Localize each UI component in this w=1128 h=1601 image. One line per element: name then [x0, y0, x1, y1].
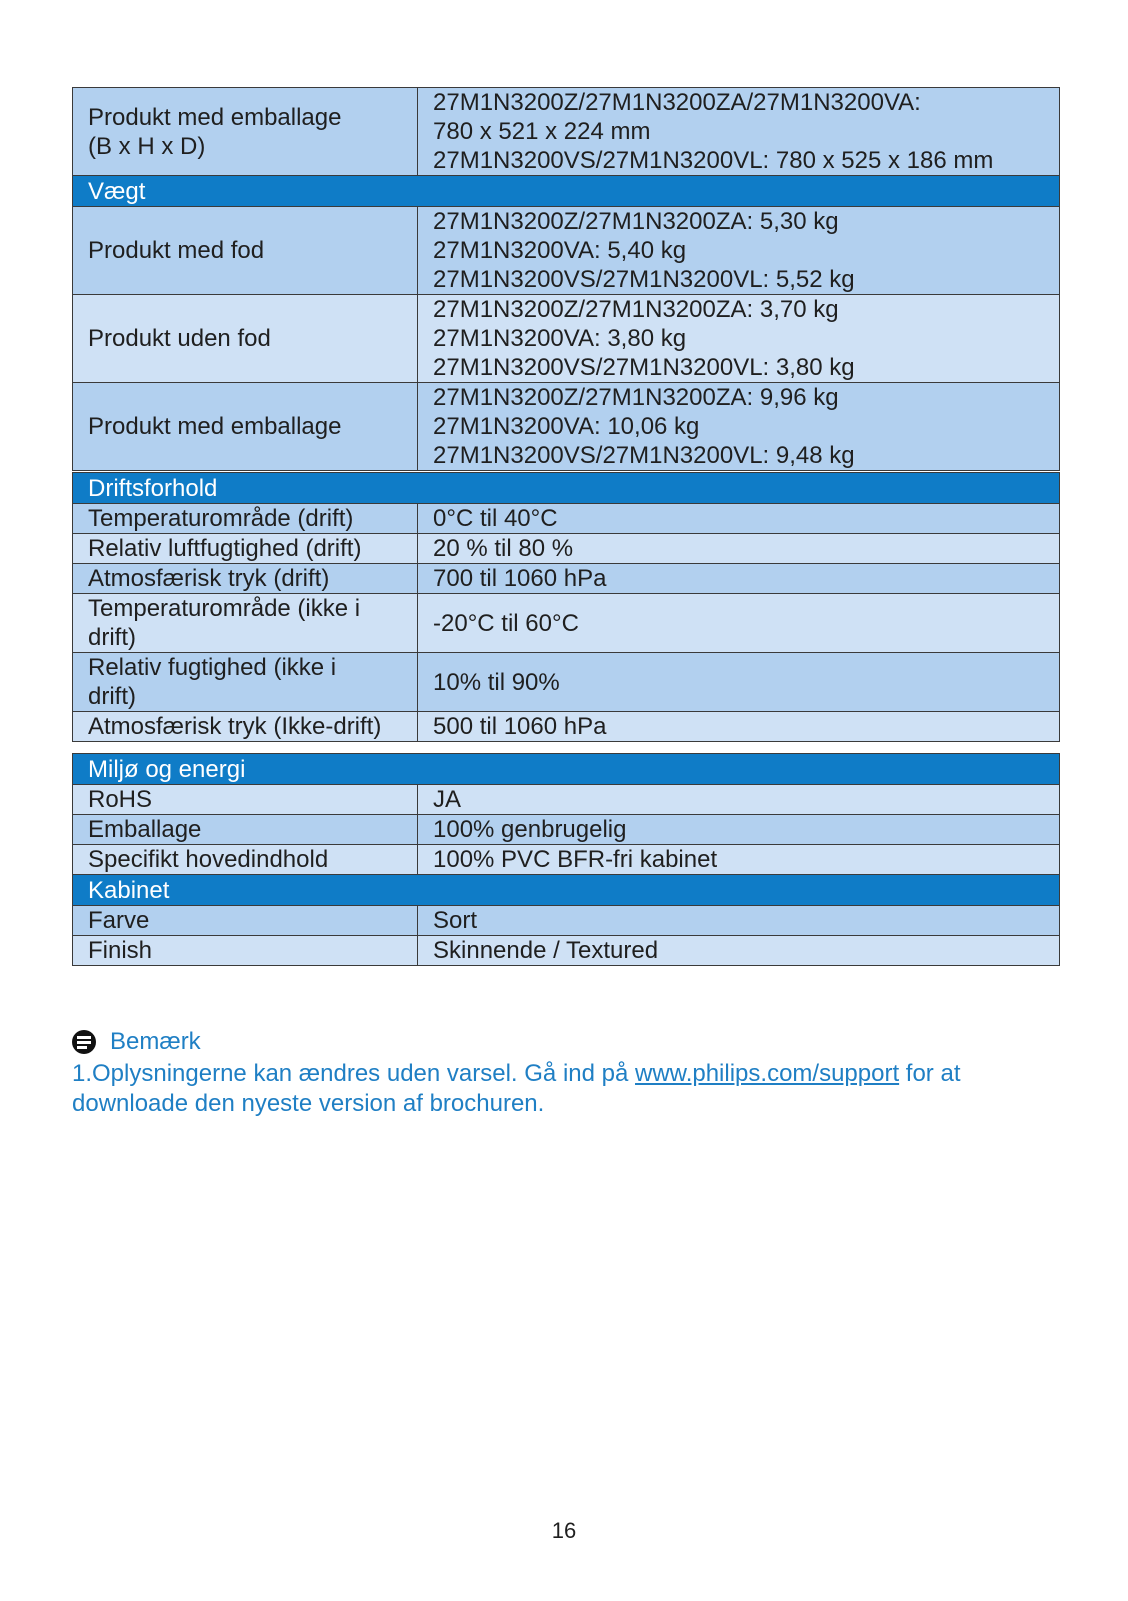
spec-row — [73, 845, 1060, 875]
spec-label — [73, 504, 418, 534]
note-text-after: for at downloade den nyeste version af brochuren. — [72, 1060, 961, 1117]
note-title: Bemærk — [110, 1028, 201, 1055]
spec-label-line: Emballage — [88, 816, 202, 843]
spec-row — [73, 712, 1060, 742]
spec-label-line: Produkt med emballage — [88, 103, 342, 131]
spec-table-environment-cabinet — [72, 753, 1060, 966]
section-title — [73, 754, 1060, 785]
spec-value-line: 27M1N3200Z/27M1N3200ZA: 9,96 kg — [433, 384, 839, 411]
spec-value-line: Skinnende / Textured — [433, 937, 659, 964]
section-header-row — [73, 754, 1060, 785]
spec-value-line: Sort — [433, 907, 478, 934]
spec-row — [73, 785, 1060, 815]
spec-value — [418, 207, 1060, 295]
spec-label — [73, 207, 418, 295]
spec-value-line: 700 til 1060 hPa — [433, 565, 607, 592]
section-header-row — [73, 176, 1060, 207]
spec-label-line: Produkt uden fod — [88, 325, 271, 352]
spec-label — [73, 383, 418, 471]
spec-row — [73, 653, 1060, 712]
spec-table-body — [73, 88, 1060, 471]
note-text — [72, 1059, 1062, 1119]
spec-value — [418, 88, 1060, 176]
spec-value-line: 27M1N3200Z/27M1N3200ZA: 3,70 kg — [433, 296, 839, 323]
spec-label-line: Farve — [88, 907, 150, 934]
spec-value — [418, 653, 1060, 712]
spec-label-line: Temperaturområde (ikke i — [88, 595, 361, 622]
spec-label — [73, 712, 418, 742]
spec-label-line: drift) — [88, 683, 136, 710]
spec-label-line: Produkt med emballage — [88, 413, 342, 440]
spec-value — [418, 534, 1060, 564]
spec-label-line: Produkt med fod — [88, 237, 265, 264]
section-header-row — [73, 473, 1060, 504]
spec-label — [73, 906, 418, 936]
spec-value-line: 27M1N3200VS/27M1N3200VL: 9,48 kg — [433, 442, 855, 469]
spec-value-line: 27M1N3200VA: 5,40 kg — [433, 237, 687, 264]
spec-value-line: 20 % til 80 % — [433, 535, 574, 562]
spec-label — [73, 594, 418, 653]
spec-label — [73, 295, 418, 383]
note-icon — [72, 1030, 96, 1054]
spec-label-line: Relativ luftfugtighed (drift) — [88, 535, 362, 562]
spec-value — [418, 295, 1060, 383]
spec-value — [418, 564, 1060, 594]
spec-row — [73, 295, 1060, 383]
spec-value-line: 27M1N3200Z/27M1N3200ZA: 5,30 kg — [433, 208, 839, 235]
spec-value-line: 0°C til 40°C — [433, 505, 558, 532]
spec-table-body — [73, 473, 1060, 742]
section-title — [73, 176, 1060, 207]
spec-row — [73, 594, 1060, 653]
spec-value — [418, 712, 1060, 742]
section-title-line: Driftsforhold — [88, 474, 218, 502]
page-number: 16 — [551, 1518, 577, 1543]
section-title-line: Vægt — [88, 177, 146, 205]
spec-value — [418, 504, 1060, 534]
spec-value — [418, 936, 1060, 966]
spec-label-line: Atmosfærisk tryk (drift) — [88, 565, 330, 592]
section-header-row — [73, 875, 1060, 906]
spec-value-line: 100% PVC BFR-fri kabinet — [433, 846, 718, 873]
spec-value-line: -20°C til 60°C — [433, 609, 579, 637]
section-title-line: Miljø og energi — [88, 755, 246, 783]
spec-value — [418, 785, 1060, 815]
spec-label — [73, 653, 418, 712]
spec-value-line: 27M1N3200VA: 3,80 kg — [433, 325, 687, 352]
spec-label-line: (B x H x D) — [88, 132, 206, 160]
spec-label — [73, 534, 418, 564]
spec-label-line: Relativ fugtighed (ikke i — [88, 654, 337, 681]
spec-label — [73, 845, 418, 875]
spec-label — [73, 564, 418, 594]
spec-value-line: 27M1N3200VA: 10,06 kg — [433, 413, 700, 440]
spec-value-line: 27M1N3200VS/27M1N3200VL: 5,52 kg — [433, 266, 855, 293]
spec-row — [73, 88, 1060, 176]
spec-value-line: 100% genbrugelig — [433, 816, 627, 843]
spec-value-line: 780 x 521 x 224 mm — [433, 118, 651, 145]
note-header — [72, 1027, 1062, 1057]
spec-value — [418, 845, 1060, 875]
spec-value — [418, 906, 1060, 936]
spec-row — [73, 504, 1060, 534]
support-link[interactable]: www.philips.com/support — [635, 1060, 900, 1087]
spec-label — [73, 88, 418, 176]
spec-label-line: Temperaturområde (drift) — [88, 505, 354, 532]
spec-row — [73, 564, 1060, 594]
spec-label-line: Specifikt hovedindhold — [88, 846, 329, 873]
spec-value-line: 10% til 90% — [433, 668, 560, 696]
note-text-before: 1.Oplysningerne kan ændres uden varsel. Gå ind på — [72, 1060, 636, 1087]
spec-value-line: JA — [433, 786, 462, 813]
spec-value — [418, 815, 1060, 845]
spec-label-line: drift) — [88, 624, 136, 651]
spec-value-line: 27M1N3200VS/27M1N3200VL: 780 x 525 x 186 mm — [433, 147, 994, 174]
spec-label-line: Finish — [88, 937, 153, 964]
section-title — [73, 875, 1060, 906]
note-section — [72, 1027, 1062, 1119]
spec-table-operating-conditions — [72, 472, 1060, 742]
spec-table-body — [73, 754, 1060, 966]
spec-row — [73, 383, 1060, 471]
spec-row — [73, 207, 1060, 295]
spec-row — [73, 906, 1060, 936]
spec-label-line: Atmosfærisk tryk (Ikke-drift) — [88, 713, 382, 740]
spec-table-dimensions-weight — [72, 87, 1060, 471]
section-title-line: Kabinet — [88, 876, 170, 904]
spec-value-line: 27M1N3200VS/27M1N3200VL: 3,80 kg — [433, 354, 855, 381]
spec-value-line: 27M1N3200Z/27M1N3200ZA/27M1N3200VA: — [433, 89, 921, 116]
spec-label — [73, 936, 418, 966]
spec-value-line: 500 til 1060 hPa — [433, 713, 607, 740]
spec-label — [73, 785, 418, 815]
section-title — [73, 473, 1060, 504]
spec-label-line: RoHS — [88, 786, 153, 813]
spec-row — [73, 534, 1060, 564]
spec-value — [418, 383, 1060, 471]
spec-row — [73, 815, 1060, 845]
spec-label — [73, 815, 418, 845]
spec-value — [418, 594, 1060, 653]
spec-row — [73, 936, 1060, 966]
